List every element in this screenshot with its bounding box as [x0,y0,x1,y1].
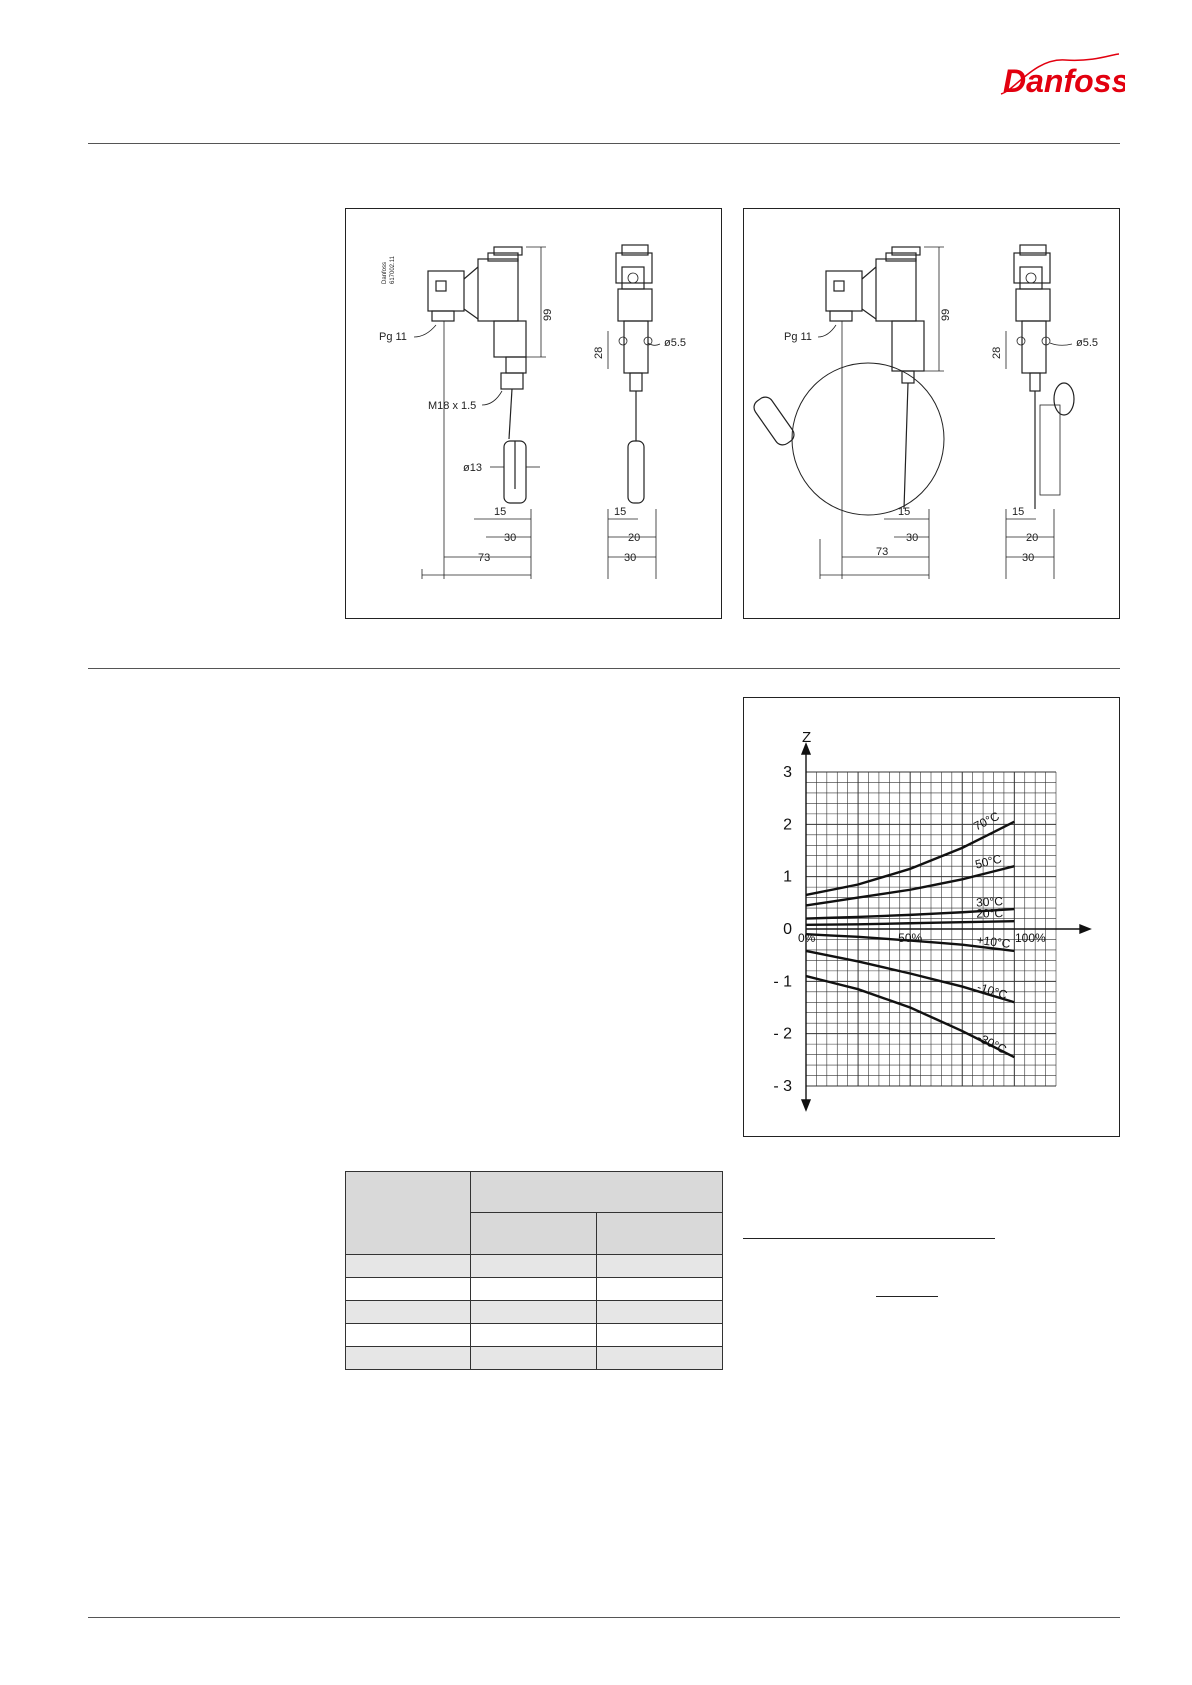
y-tick-label: - 2 [773,1025,792,1043]
svg-text:30: 30 [906,532,919,544]
svg-text:30: 30 [624,552,637,564]
svg-text:28: 28 [991,346,1003,359]
curve-label: 20°C [976,906,1004,921]
dimension-drawing-right [743,208,1120,619]
table-row [346,1301,723,1324]
label-pg11-left: Pg 11 [379,331,407,343]
logo-text: Danfoss [1003,63,1125,99]
brand-logo [995,50,1125,106]
x-tick-label: 0% [798,931,816,945]
svg-text:30: 30 [1022,552,1035,564]
dimension-drawing-left [345,208,722,619]
y-axis-label: Z [802,729,812,746]
svg-text:617002.11: 617002.11 [390,256,396,284]
label-hole-right: ø5.5 [1076,337,1099,349]
formula-rule-short [876,1296,938,1297]
y-tick-label: 2 [783,816,792,834]
formula-rule-long [743,1238,995,1239]
svg-text:28: 28 [593,346,605,359]
svg-text:15: 15 [614,506,627,518]
spec-table [345,1171,723,1370]
curve-label: 70°C [971,808,1002,834]
bottom-rule [88,1617,1120,1618]
z-factor-chart [743,697,1120,1137]
svg-text:20: 20 [1026,532,1039,544]
y-tick-label: 1 [783,868,792,886]
svg-text:15: 15 [1012,506,1025,518]
top-rule [88,143,1120,144]
table-header-cell [346,1172,471,1255]
table-header-cell [471,1213,597,1255]
dim-99-right: 99 [940,308,952,321]
svg-text:73: 73 [478,552,491,564]
svg-text:Danfoss: Danfoss [382,261,388,284]
x-tick-label: 100% [1014,931,1046,945]
svg-text:20: 20 [628,532,641,544]
table-row [346,1347,723,1370]
label-pg11-right: Pg 11 [784,331,812,343]
curve-label: 30°C [975,894,1004,910]
dim-99-left: 99 [542,308,554,321]
svg-text:30: 30 [504,532,517,544]
table-header-cell [471,1172,723,1213]
svg-text:15: 15 [898,506,911,518]
table-row [346,1278,723,1301]
label-hole-left: ø5.5 [664,337,687,349]
curve-label: +10°C [975,932,1012,951]
svg-text:73: 73 [876,546,889,558]
curve-label: 50°C [973,851,1004,872]
y-tick-label: 0 [783,921,792,938]
x-tick-label: 50% [898,931,923,945]
label-dia13: ø13 [463,462,482,474]
label-thread: M18 x 1.5 [428,400,477,412]
mid-rule [88,668,1120,669]
x-axis-arrow [1080,925,1090,933]
y-tick-label: - 1 [773,973,792,991]
curve-label: -10°C [975,979,1010,1003]
svg-text:15: 15 [494,506,507,518]
table-row [346,1255,723,1278]
table-header-cell [597,1213,723,1255]
curve-label: -30°C [974,1030,1009,1057]
table-row [346,1324,723,1347]
y-tick-label: - 3 [773,1078,792,1095]
y-tick-label: 3 [783,764,792,781]
y-axis-arrow-down [802,1100,810,1110]
